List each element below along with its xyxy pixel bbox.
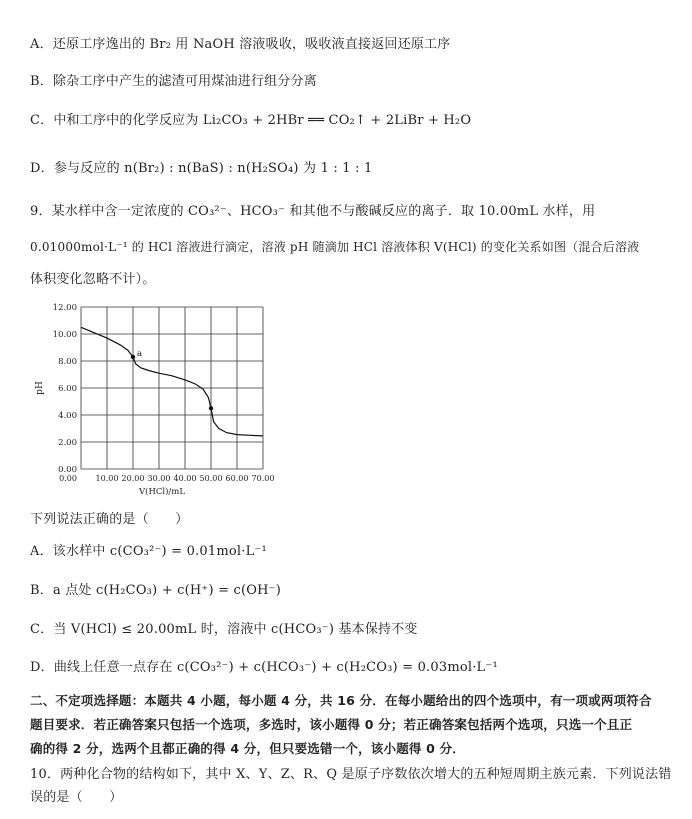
- option-9c: C．当 V(HCl) ≤ 20.00mL 时，溶液中 c(HCO₃⁻) 基本保持不变: [30, 622, 418, 637]
- y-tick-label: 8.00: [58, 357, 77, 367]
- question-9-line1: 9．某水样中含一定浓度的 CO₃²⁻、HCO₃⁻ 和其他不与酸碱反应的离子．取 10.00mL 水样，用: [30, 204, 596, 219]
- x-tick-label: 40.00: [173, 474, 197, 483]
- titration-chart-svg: [28, 297, 288, 502]
- option-8b: B．除杂工序中产生的滤渣可用煤油进行组分分离: [30, 74, 317, 89]
- question-9-prompt: 下列说法正确的是（ ）: [30, 512, 189, 527]
- section-2-line3: 确的得 2 分，选两个且都正确的得 4 分，但只要选错一个，该小题得 0 分．: [30, 741, 466, 756]
- x-tick-label: 10.00: [95, 474, 119, 483]
- x-tick-label: 70.00: [251, 474, 275, 483]
- y-tick-label: 6.00: [58, 384, 77, 394]
- question-10-line2: 误的是（ ）: [30, 790, 123, 805]
- x-tick-label: 30.00: [147, 474, 171, 483]
- option-9a: A．该水样中 c(CO₃²⁻) = 0.01mol·L⁻¹: [30, 544, 267, 559]
- question-9-line2: 0.01000mol·L⁻¹ 的 HCl 溶液进行滴定，溶液 pH 随滴加 HCl 溶液体积 V(HCl) 的变化关系如图（混合后溶液: [30, 240, 640, 254]
- data-point: [209, 406, 213, 410]
- option-9d: D．曲线上任意一点存在 c(CO₃²⁻) + c(HCO₃⁻) + c(H₂CO₃) = 0.03mol·L⁻¹: [30, 660, 498, 675]
- y-tick-label: 2.00: [58, 438, 77, 448]
- x-tick-label: 50.00: [199, 474, 223, 483]
- titration-chart: [28, 297, 288, 502]
- section-2-line2: 题目要求．若正确答案只包括一个选项，多选时，该小题得 0 分；若正确答案包括两个选项，只选一个且正: [30, 717, 633, 732]
- y-tick-label: 4.00: [58, 411, 77, 421]
- y-tick-label: 12.00: [52, 303, 77, 313]
- x-tick-label: 60.00: [225, 474, 249, 483]
- x-tick-label: 0.00: [59, 474, 77, 483]
- option-8d: D．参与反应的 n(Br₂) : n(BaS) : n(H₂SO₄) 为 1 : 1 : 1: [30, 161, 373, 176]
- point-label: a: [137, 348, 143, 359]
- x-tick-label: 20.00: [121, 474, 145, 483]
- question-10-line1: 10．两种化合物的结构如下，其中 X、Y、Z、R、Q 是原子序数依次增大的五种短周期主族元素．下列说法错: [30, 767, 672, 782]
- x-axis-label: V(HCl)/mL: [139, 487, 185, 497]
- section-2-line1: 二、不定项选择题：本题共 4 小题，每小题 4 分，共 16 分．在每小题给出的四个选项中，有一项或两项符合: [30, 693, 652, 708]
- y-tick-label: 10.00: [52, 330, 77, 340]
- titration-curve: [81, 327, 263, 436]
- option-8c: C．中和工序中的化学反应为 Li₂CO₃ + 2HBr ══ CO₂↑ + 2LiBr + H₂O: [30, 113, 472, 128]
- y-tick-label: 0.00: [58, 465, 77, 475]
- option-9b: B．a 点处 c(H₂CO₃) + c(H⁺) = c(OH⁻): [30, 583, 281, 598]
- question-9-line3: 体积变化忽略不计）。: [30, 272, 156, 287]
- y-axis-label: pH: [35, 381, 45, 395]
- option-8a: A．还原工序逸出的 Br₂ 用 NaOH 溶液吸收，吸收液直接返回还原工序: [30, 37, 451, 52]
- data-point: [131, 355, 135, 359]
